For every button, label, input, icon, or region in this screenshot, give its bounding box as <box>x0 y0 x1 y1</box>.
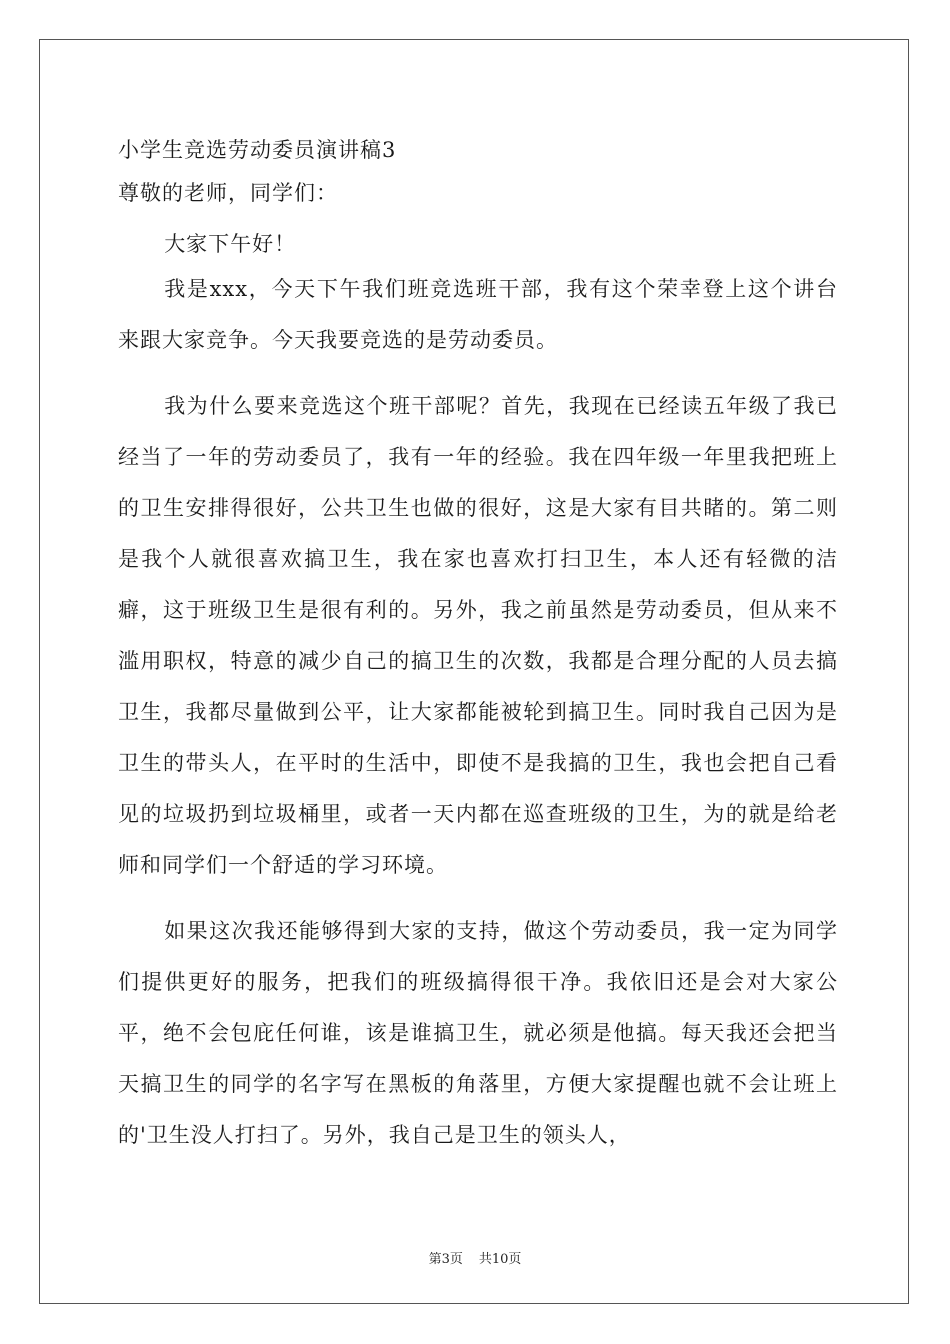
paragraph: 如果这次我还能够得到大家的支持，做这个劳动委员，我一定为同学们提供更好的服务，把我们的班级搞得很干净。我依旧还是会对大家公平，绝不会包庇任何谁，该是谁搞卫生，就必须是他搞。每天我还会把当天搞卫生的同学的名字写在黑板的角落里，方便大家提醒也就不会让班上的'卫生没人打扫了。另外，我自己是卫生的领头人， <box>118 919 838 1147</box>
page-total: 共10页 <box>478 1252 522 1267</box>
document-title: 小学生竞选劳动委员演讲稿3 <box>118 138 397 162</box>
page-footer <box>0 1248 950 1267</box>
greeting: 大家下午好！ <box>164 232 297 256</box>
document-body <box>118 132 838 1161</box>
salutation: 尊敬的老师，同学们： <box>118 181 338 205</box>
paragraph: 我为什么要来竞选这个班干部呢？首先，我现在已经读五年级了我已经当了一年的劳动委员了，我有一年的经验。我在四年级一年里我把班上的卫生安排得很好，公共卫生也做的很好，这是大家有目共睹的。第二则是我个人就很喜欢搞卫生，我在家也喜欢打扫卫生，本人还有轻微的洁癖，这于班级卫生是很有利的。另外，我之前虽然是劳动委员，但从来不滥用职权，特意的减少自己的搞卫生的次数，我都是合理分配的人员去搞卫生，我都尽量做到公平，让大家都能被轮到搞卫生。同时我自己因为是卫生的带头人，在平时的生活中，即使不是我搞的卫生，我也会把自己看见的垃圾扔到垃圾桶里，或者一天内都在巡查班级的卫生，为的就是给老师和同学们一个舒适的学习环境。 <box>118 394 838 877</box>
page-number: 第3页 <box>428 1252 463 1267</box>
paragraph: 我是xxx，今天下午我们班竞选班干部，我有这个荣幸登上这个讲台来跟大家竞争。今天我要竞选的是劳动委员。 <box>118 277 838 352</box>
